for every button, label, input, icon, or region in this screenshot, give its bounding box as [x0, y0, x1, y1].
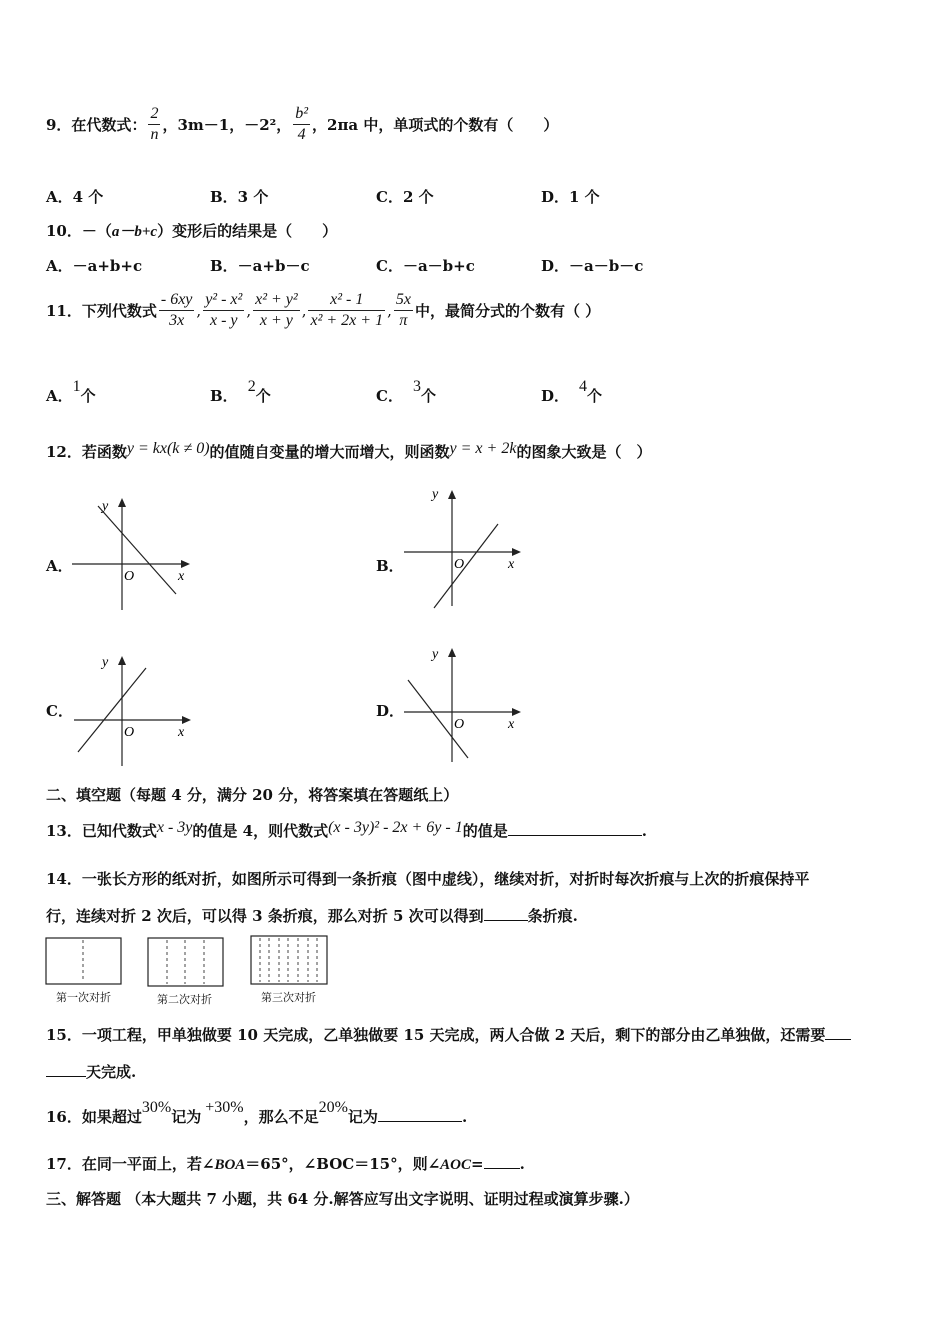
q10-option-c: C．－a－b+c	[376, 257, 475, 275]
q12-func1: y = kx(k ≠ 0)	[126, 440, 210, 457]
q10-option-a: A．－a+b+c	[46, 257, 143, 275]
question-16: 16．如果超过30%记为+30%，那么不足20%记为 .	[46, 1099, 468, 1126]
q9-option-c: C．2 个	[376, 188, 434, 206]
graph-a-label: A．	[46, 557, 73, 575]
question-13: 13．已知代数式x - 3y的值是 4，则代数式(x - 3y)² - 2x + 6y - 1的值是 .	[46, 819, 647, 840]
q11-fraction-1: $\frac{- 6xy}{3x}$	[160, 291, 193, 329]
q12-mid: 的值随自变量的增大而增大，则函数	[209, 443, 450, 461]
q16-value-1: 30%	[141, 1099, 172, 1116]
q17-answer-blank[interactable]	[484, 1154, 520, 1169]
question-15-line-1: 15．一项工程，甲单独做要 10 天完成，乙单独做要 15 天完成，两人合做 2 天后，剩下的部分由乙单独做，还需要	[46, 1024, 851, 1045]
graph-b-y-label: y	[432, 487, 439, 502]
graph-c-y-label: y	[102, 655, 109, 670]
fold-caption-3: 第三次对折	[261, 991, 316, 1004]
q11-option-c: C．3个	[376, 378, 436, 405]
graph-d-x-arrow	[512, 708, 521, 716]
graph-a	[70, 490, 200, 615]
q11-fraction-5: $\frac{5x}{\pi}$	[395, 291, 411, 329]
graph-d-label: D．	[376, 702, 405, 720]
section-3-heading: 三、解答题 （本大题共 7 小题，共 64 分.解答应写出文字说明、证明过程或演算步骤.）	[46, 1190, 639, 1208]
graph-a-y-label: y	[102, 499, 109, 514]
q10-option-b: B．－a+b－c	[210, 257, 310, 275]
fold-caption-2: 第二次对折	[157, 993, 212, 1006]
q13-answer-blank[interactable]	[508, 821, 642, 836]
q13-suffix: 的值是	[462, 822, 508, 840]
graph-d-y-label: y	[432, 647, 439, 662]
graph-b-label: B．	[376, 557, 404, 575]
graph-a-x-label: x	[178, 569, 185, 584]
q11-fraction-2: $\frac{\text{y² - x²}}{x - y}$	[205, 291, 243, 329]
fold-figure-3	[250, 935, 330, 987]
graph-c-x-arrow	[182, 716, 191, 724]
q15-answer-blank-2[interactable]	[46, 1062, 86, 1077]
graph-a-origin: O	[124, 569, 135, 584]
fold-figure-2	[147, 937, 225, 989]
q11-prefix: 11．下列代数式	[46, 302, 157, 320]
question-14-line-1: 14．一张长方形的纸对折，如图所示可得到一条折痕（图中虚线），继续对折，对折时每次折痕与上次的折痕保持平	[46, 870, 810, 888]
q10-expr: a－b+c	[111, 224, 158, 240]
q10-option-d: D．－a－b－c	[541, 257, 644, 275]
graph-d-origin: O	[454, 717, 465, 732]
question-9	[46, 104, 558, 145]
q11-fraction-3: $\frac{\text{x² + y²}}{x + y}$	[255, 291, 298, 329]
q9-prefix: 9．在代数式：	[46, 116, 147, 134]
q9-fraction-1: $\frac{2}{n}$	[150, 105, 159, 143]
q10-prefix: 10．－（	[46, 222, 112, 240]
q12-prefix: 12．若函数	[46, 443, 127, 461]
fold-figure-1	[45, 937, 123, 987]
q11-suffix: 中，最简分式的个数有（ ）	[414, 302, 601, 320]
fold-caption-1: 第一次对折	[56, 991, 111, 1004]
graph-a-function-line	[98, 506, 176, 594]
q9-option-d: D．1 个	[541, 188, 600, 206]
q9-suffix: ，2πa 中，单项式的个数有（ ）	[312, 116, 559, 134]
q14-answer-blank[interactable]	[484, 906, 528, 921]
q10-suffix: ）变形后的结果是（ ）	[157, 222, 338, 240]
question-14-line-2: 行，连续对折 2 次后，可以得 3 条折痕，那么对折 5 次可以得到 条折痕.	[46, 907, 578, 925]
graph-d	[400, 640, 530, 765]
graph-b	[400, 482, 530, 612]
graph-b-function-line	[434, 524, 498, 608]
question-15-line-2: 天完成.	[46, 1061, 136, 1082]
question-10	[46, 220, 337, 241]
question-12	[46, 441, 651, 462]
graph-b-y-arrow	[448, 490, 456, 499]
q13-expr2: (x - 3y)² - 2x + 6y - 1	[328, 819, 463, 836]
q11-fraction-4: $\frac{\text{x² - 1}}{\text{x² + 2x + 1}}$	[310, 291, 384, 329]
graph-c-y-arrow	[118, 656, 126, 665]
q16-value-3: 20%	[318, 1099, 348, 1116]
graph-b-origin: O	[454, 557, 465, 572]
q13-mid: 的值是 4，则代数式	[192, 822, 329, 840]
q9-mid: ，3m－1，－2²，	[162, 116, 292, 134]
question-11: 11．下列代数式 $\frac{- 6xy}{3x}$ , $\frac{\text{y² - x²}}{x - y}$ , $\frac{\text{x² + y²}}{x + y}$ , $\frac{\text{x² - 1}}{\text{x² + 2x + 1}}$ , $\frac{5x}{\pi}$ 中，最简分式的个数有（ ）	[46, 291, 601, 329]
graph-c-label: C．	[46, 702, 73, 720]
q9-option-b: B．3 个	[210, 188, 269, 206]
graph-c-origin: O	[124, 725, 135, 740]
q9-fraction-2: $\frac{\text{b²}}{4}$	[295, 105, 309, 143]
question-17: 17．在同一平面上，若∠BOA＝65°，∠BOC＝15°，则∠AOC= .	[46, 1155, 525, 1173]
q12-suffix: 的图象大致是（ ）	[516, 443, 652, 461]
q11-option-b: B．2个	[210, 378, 271, 405]
graph-b-x-label: x	[508, 557, 515, 572]
graph-d-y-arrow	[448, 648, 456, 657]
graph-a-y-arrow	[118, 498, 126, 507]
q12-func2: y = x + 2k	[449, 440, 517, 457]
graph-b-x-arrow	[512, 548, 521, 556]
section-2-heading: 二、填空题（每题 4 分，满分 20 分，将答案填在答题纸上）	[46, 786, 459, 804]
q13-expr1: x - 3y	[156, 819, 193, 836]
q9-option-a: A．4 个	[46, 188, 104, 206]
q16-answer-blank[interactable]	[378, 1107, 462, 1122]
q11-option-d: D．4个	[541, 378, 603, 405]
graph-c	[70, 648, 200, 770]
q11-option-a: A．1个	[46, 378, 96, 405]
graph-a-x-arrow	[181, 560, 190, 568]
q16-value-2: +30%	[205, 1099, 244, 1116]
q13-prefix: 13．已知代数式	[46, 822, 157, 840]
q15-answer-blank-1[interactable]	[825, 1025, 851, 1040]
graph-c-function-line	[78, 668, 146, 752]
graph-c-x-label: x	[178, 725, 185, 740]
graph-d-x-label: x	[508, 717, 515, 732]
